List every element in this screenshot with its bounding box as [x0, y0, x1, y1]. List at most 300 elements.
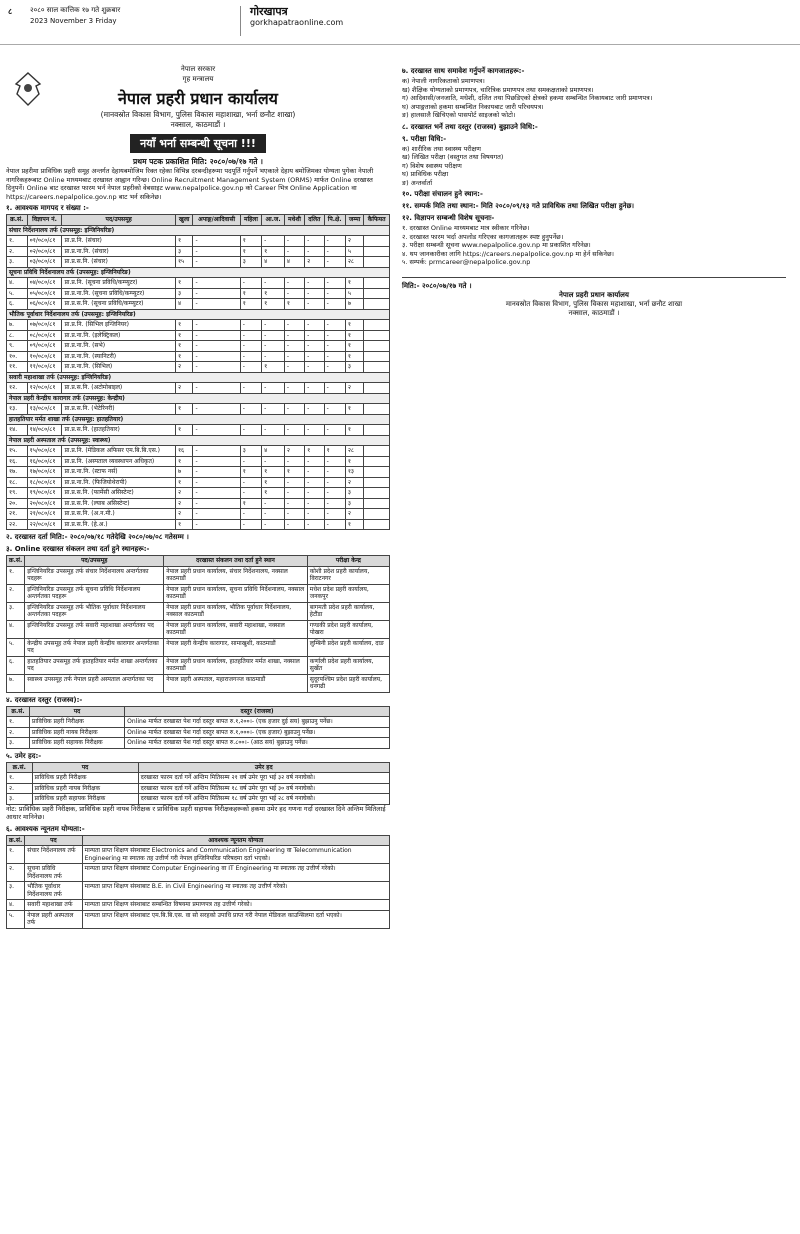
table-cell: -	[305, 383, 324, 394]
table-cell: -	[262, 320, 285, 331]
table-cell: मान्यता प्राप्त शिक्षण संस्थाबाट B.E. in Civil Engineering मा स्नातक तह उत्तीर्ण गरेको।	[82, 882, 389, 900]
table-cell: ३.	[7, 257, 28, 268]
date-nepali: २०८० साल कात्तिक १७ गते शुक्रबार	[30, 6, 121, 14]
table-cell: प्रा.प्र.ना.नि. (इलेक्ट्रिकल)	[62, 330, 176, 341]
table-cell: -	[284, 425, 304, 436]
table-cell: १	[175, 320, 193, 331]
exam-step: ग) विशेष स्वास्थ्य परीक्षण	[402, 161, 462, 170]
signature-date: मिति:- २०८०/०७/१७ गते ।	[402, 281, 472, 290]
table-cell: कर्णाली प्रदेश प्रहरी कार्यालय, सुर्खेत	[307, 656, 389, 674]
qualification-table	[6, 835, 390, 929]
table-cell: १	[240, 498, 261, 509]
table-cell: -	[262, 383, 285, 394]
table-cell: ७	[175, 467, 193, 478]
table-group-row	[7, 414, 390, 425]
table-cell: २८	[345, 446, 364, 457]
table-cell: -	[262, 278, 285, 289]
table-cell: बागमती प्रदेश प्रहरी कार्यालय, हेटौंडा	[307, 602, 389, 620]
table-cell: १	[240, 236, 261, 247]
table-cell: -	[240, 362, 261, 373]
table-cell: ४	[262, 446, 285, 457]
table-cell: १	[324, 446, 345, 457]
table-cell: १	[345, 404, 364, 415]
table-cell	[364, 330, 390, 341]
table-cell: नेपाल प्रहरी प्रधान कार्यालय, सूचना प्रविधि निर्देशनालय, नक्साल काठमाडौं	[164, 584, 308, 602]
table-cell	[364, 278, 390, 289]
publish-date: प्रथम पटक प्रकाशित मिति: २०८०/०७/१७ गते ।	[133, 157, 263, 166]
signature-office: नेपाल प्रहरी प्रधान कार्यालय	[559, 290, 629, 299]
table-row	[7, 246, 390, 257]
table-cell: -	[324, 341, 345, 352]
table-cell: -	[193, 351, 240, 362]
table-cell: कोशी प्रदेश प्रहरी कार्यालय, विराटनगर	[307, 566, 389, 584]
table-cell: -	[284, 236, 304, 247]
docs-list	[402, 77, 786, 120]
exam-step: ख) लिखित परीक्षा (वस्तुगत तथा विषयगत)	[402, 153, 504, 161]
table-cell: १	[240, 467, 261, 478]
table-cell: ०१/०८०/८१	[27, 236, 62, 247]
table-cell: ४	[284, 257, 304, 268]
table-cell: ७.	[7, 320, 28, 331]
table-cell	[364, 488, 390, 499]
table-cell	[364, 257, 390, 268]
table-header-cell: दलित	[305, 215, 324, 226]
table-cell: १	[175, 278, 193, 289]
table-cell: १६.	[7, 456, 28, 467]
table-cell: १४/०८०/८१	[27, 425, 62, 436]
table-cell: मान्यता प्राप्त शिक्षण संस्थाबाट एम.बि.बि.एस. वा सो सरहको उपाधि प्राप्त गरी नेपाल मेडिकल काउन्सिलमा दर्ता भएको।	[82, 910, 389, 928]
table-cell: मधेश प्रदेश प्रहरी कार्यालय, जनकपुर	[307, 584, 389, 602]
table-cell: -	[305, 509, 324, 520]
table-cell	[364, 320, 390, 331]
table-cell: प्रा.प्र.स.नि. (सूचना प्रविधि/कम्प्युटर)	[62, 299, 176, 310]
closing-date: २. दरखास्त दर्ता मिति:- २०८०/०७/१८ गतेदेखि २०८०/०७/०८ गतेसम्म ।	[6, 533, 189, 541]
table-cell: -	[262, 236, 285, 247]
table-cell: -	[305, 320, 324, 331]
section-heading: १२. विज्ञापन सम्बन्धी विशेष सूचनाः-	[402, 214, 495, 222]
table-cell: नेपाल प्रहरी अस्पताल तर्फ	[25, 910, 82, 928]
table-cell: दरखास्त फारम दर्ता गर्ने अन्तिम मितिसम्म २१ वर्ष उमेर पूरा भई ३२ वर्ष ननाघेको।	[138, 773, 389, 784]
table-cell: -	[324, 519, 345, 530]
table-cell: -	[324, 299, 345, 310]
table-header-cell: अपाङ्ग/आदिवासी	[193, 215, 240, 226]
table-cell: २	[345, 509, 364, 520]
section-heading: १. आवश्यक मागपद र संख्या :-	[6, 204, 89, 212]
table-cell: ११/०८०/८१	[27, 362, 62, 373]
section-heading: ६. आवश्यक न्यूनतम योग्यता:-	[6, 824, 85, 833]
table-cell: सवारी महाशाखा तर्फ	[25, 900, 82, 911]
table-cell: ३.	[7, 738, 30, 749]
table-cell: १	[345, 320, 364, 331]
table-cell: -	[240, 404, 261, 415]
nepal-emblem-icon	[14, 72, 42, 106]
table-row	[7, 288, 390, 299]
table-cell: -	[305, 246, 324, 257]
table-cell: -	[324, 477, 345, 488]
section-heading: ८. दरखास्त भर्ने तथा दस्तुर (राजस्व) बुझाउने विधि:-	[402, 122, 538, 131]
table-header-cell: क्र.सं.	[7, 556, 25, 567]
table-cell: -	[193, 488, 240, 499]
exam-step: क) शारीरिक तथा स्वास्थ्य परीक्षण	[402, 144, 482, 153]
table-cell: -	[193, 246, 240, 257]
table-cell: -	[305, 288, 324, 299]
table-cell	[364, 446, 390, 457]
table-cell: केन्द्रीय उपसमूह तर्फ नेपाल प्रहरी केन्द्रीय कारागार अन्तर्गतका पद	[25, 638, 164, 656]
table-header-cell: आवश्यक न्यूनतम योग्यता	[82, 835, 389, 846]
table-cell: -	[305, 404, 324, 415]
table-row	[7, 456, 390, 467]
table-row	[7, 341, 390, 352]
table-cell: २२/०८०/८१	[27, 519, 62, 530]
table-cell: नेपाल प्रहरी प्रधान कार्यालय, भौतिक पूर्वाधार निर्देशनालय, नक्साल काठमाडौं	[164, 602, 308, 620]
exam-step: ङ) अन्तर्वार्ता	[402, 178, 433, 187]
doc-item: ख) शैक्षिक योग्यताको प्रमाणपत्र, चारित्रिक प्रमाणपत्र तथा समकक्षताको प्रमाणपत्र।	[402, 85, 594, 94]
table-cell: २	[175, 498, 193, 509]
exam-steps-list	[402, 145, 786, 188]
table-row	[7, 882, 390, 900]
table-row	[7, 477, 390, 488]
header-divider	[240, 6, 241, 36]
table-cell: -	[324, 488, 345, 499]
table-cell: -	[324, 362, 345, 373]
table-row	[7, 900, 390, 911]
table-cell: १३/०८०/८१	[27, 404, 62, 415]
table-cell	[364, 425, 390, 436]
table-cell: -	[284, 498, 304, 509]
table-row	[7, 488, 390, 499]
table-cell: -	[284, 278, 304, 289]
table-cell: २.	[7, 864, 25, 882]
table-cell: -	[193, 383, 240, 394]
table-cell	[364, 467, 390, 478]
table-cell: -	[305, 425, 324, 436]
table-cell: प्रा.प्र.स.नि. (ल्याब असिस्टेन्ट)	[62, 498, 176, 509]
table-cell: -	[240, 488, 261, 499]
table-row	[7, 404, 390, 415]
table-row	[7, 602, 390, 620]
table-group-row	[7, 267, 390, 278]
table-cell	[364, 498, 390, 509]
table-row	[7, 467, 390, 478]
table-cell: -	[193, 456, 240, 467]
table-cell: -	[284, 330, 304, 341]
table-cell: १६	[175, 446, 193, 457]
table-group-title: हातहतियार मर्मत शाखा तर्फ (उपसमूह: हातहतियार)	[7, 414, 390, 425]
section-heading: ५. उमेर हद:-	[6, 751, 42, 760]
table-cell: १	[175, 425, 193, 436]
table-group-row	[7, 225, 390, 236]
table-row	[7, 299, 390, 310]
table-cell: १	[240, 299, 261, 310]
table-cell: ५.	[7, 910, 25, 928]
table-cell	[364, 288, 390, 299]
table-cell: -	[193, 278, 240, 289]
notice-banner: नयाँ भर्ना सम्बन्धी सूचना !!!	[130, 134, 266, 153]
table-cell: प्रा.प्र.नि. (सिभिल इन्जिनियर)	[62, 320, 176, 331]
table-group-title: भौतिक पूर्वाधार निर्देशनालय तर्फ (उपसमूह: इन्जिनियरिङ)	[7, 309, 390, 320]
special-note: ४. थप जानकारीका लागि https://careers.nepalpolice.gov.np मा हेर्न सकिनेछ।	[402, 249, 614, 258]
table-cell: ६.	[7, 656, 25, 674]
table-cell: १	[262, 288, 285, 299]
table-cell: -	[284, 246, 304, 257]
left-column	[6, 64, 390, 929]
table-cell: ०५/०८०/८१	[27, 288, 62, 299]
table-cell: -	[324, 236, 345, 247]
table-cell: २	[345, 477, 364, 488]
table-header-cell: कैफियत	[364, 215, 390, 226]
table-cell: ४.	[7, 278, 28, 289]
table-cell: -	[262, 351, 285, 362]
table-cell: १	[305, 446, 324, 457]
table-group-title: सूचना प्रविधि निर्देशनालय तर्फ (उपसमूह: इन्जिनियरिङ)	[7, 267, 390, 278]
table-row	[7, 362, 390, 373]
table-cell: -	[305, 362, 324, 373]
signature-location: नक्साल, काठमाडौं ।	[568, 308, 620, 317]
table-cell: ३	[240, 446, 261, 457]
table-cell: -	[305, 456, 324, 467]
table-cell: इन्जिनियरिङ उपसमूह तर्फ सूचना प्रविधि निर्देशनालय अन्तर्गतका पदहरू	[25, 584, 164, 602]
table-header-cell: महिला	[240, 215, 261, 226]
table-cell: इन्जिनियरिङ उपसमूह तर्फ सवारी महाशाखा अन्तर्गतका पद	[25, 620, 164, 638]
table-cell: १७/०८०/८१	[27, 467, 62, 478]
table-cell: सूचना प्रविधि निर्देशनालय तर्फ	[25, 864, 82, 882]
table-cell: १४.	[7, 425, 28, 436]
table-cell: २१.	[7, 509, 28, 520]
newspaper-header	[0, 0, 800, 45]
fee-table	[6, 706, 390, 749]
table-cell: १.	[7, 717, 30, 728]
table-header-cell: पद	[29, 706, 124, 717]
table-row	[7, 236, 390, 247]
table-cell: सुदूरपश्चिम प्रदेश प्रहरी कार्यालय, धनगढी	[307, 674, 389, 692]
table-cell	[364, 236, 390, 247]
table-cell: ५.	[7, 638, 25, 656]
table-row	[7, 620, 390, 638]
table-cell: २.	[7, 246, 28, 257]
table-cell: मान्यता प्राप्त शिक्षण संस्थाबाट Electronics and Communication Engineering वा Telecommunication Engineering मा स्नातक तह उत्तीर्ण गरी नेपाल इन्जिनियरिङ परिषदमा दर्ता भएको।	[82, 846, 389, 864]
table-cell: १	[345, 456, 364, 467]
section-heading: ९. परीक्षा विधि:-	[402, 134, 447, 143]
table-row	[7, 351, 390, 362]
table-cell: ३	[345, 488, 364, 499]
table-cell: १	[175, 341, 193, 352]
table-cell: प्रा.प्र.ना.नि. (सिभिल)	[62, 362, 176, 373]
table-cell: गण्डकी प्रदेश प्रहरी कार्यालय, पोखरा	[307, 620, 389, 638]
table-cell: २०.	[7, 498, 28, 509]
table-cell	[364, 341, 390, 352]
table-cell: -	[193, 446, 240, 457]
table-cell: ३	[345, 498, 364, 509]
table-cell: १२.	[7, 383, 28, 394]
table-header-cell: क्र.सं.	[7, 706, 30, 717]
table-cell: -	[324, 278, 345, 289]
table-cell: -	[193, 320, 240, 331]
table-cell	[364, 477, 390, 488]
table-cell: -	[193, 425, 240, 436]
section-heading: ३. Online दरखास्त संकलन तथा दर्ता हुने स्थानहरू:-	[6, 545, 150, 553]
table-row	[7, 330, 390, 341]
table-cell: -	[262, 498, 285, 509]
table-cell: प्रा.प्र.स.नि. (संचार)	[62, 257, 176, 268]
table-cell: १५.	[7, 446, 28, 457]
age-table	[6, 762, 390, 805]
table-cell: ३.	[7, 882, 25, 900]
table-cell: १	[284, 467, 304, 478]
table-cell: -	[284, 404, 304, 415]
table-cell: -	[284, 383, 304, 394]
table-cell: -	[284, 341, 304, 352]
table-cell: १	[175, 236, 193, 247]
table-header-cell: क्र.सं.	[7, 215, 28, 226]
table-cell: प्रा.प्र.ना.नि. (फिजियोथेरापी)	[62, 477, 176, 488]
table-group-row	[7, 372, 390, 383]
table-cell: -	[324, 330, 345, 341]
table-cell: प्राविधिक प्रहरी निरीक्षक	[32, 773, 138, 784]
table-header-cell: परीक्षा केन्द्र	[307, 556, 389, 567]
table-cell: -	[240, 278, 261, 289]
table-cell: संचार निर्देशनालय तर्फ	[25, 846, 82, 864]
table-cell	[364, 246, 390, 257]
table-cell: ३	[175, 288, 193, 299]
table-cell: -	[240, 519, 261, 530]
intro-text: नेपाल प्रहरीमा प्राविधिक प्रहरी समूह अन्तर्गत देहायबमोजिम रिक्त रहेका विभिन्न दरबन्दीहरूमा पदपूर्ति गर्नुपर्ने भएकाले देहाय बमोजिमका योग्यता पुगेका नेपाली नागरिकहरूबाट Online माध्यमबाट दरखास्त आह्वान गरिन्छ। Online Recruitment Management System (ORMS) मार्फत Online दरखास्त दिनुपर्ने। Online बाट दरखास्त फारम भर्न नेपाल प्रहरीको वेबसाइट www.nepalpolice.gov.np को Career भित्र Online Application वा https://careers.nepalpolice.gov.np बाट भर्न सकिनेछ।	[6, 167, 374, 201]
special-note: ३. परीक्षा सम्बन्धी सूचना www.nepalpolice.gov.np मा प्रकाशित गरिनेछ।	[402, 241, 591, 249]
table-cell: -	[262, 341, 285, 352]
table-cell: -	[284, 519, 304, 530]
table-cell: -	[284, 320, 304, 331]
table-cell: -	[324, 404, 345, 415]
table-cell: १२/०८०/८१	[27, 383, 62, 394]
table-cell: -	[193, 477, 240, 488]
table-cell: -	[324, 467, 345, 478]
table-cell: १.	[7, 773, 33, 784]
table-cell: -	[262, 456, 285, 467]
table-group-title: नेपाल प्रहरी केन्द्रीय कारागार तर्फ (उपसमूह: केन्द्रीय)	[7, 393, 390, 404]
table-row	[7, 446, 390, 457]
table-cell: -	[324, 509, 345, 520]
table-cell: दरखास्त फारम दर्ता गर्ने अन्तिम मितिसम्म १८ वर्ष उमेर पूरा भई ३० वर्ष ननाघेको।	[138, 783, 389, 794]
table-cell: प्रा.प्र.स.नि. (अटोमोबाइल)	[62, 383, 176, 394]
table-cell: मान्यता प्राप्त शिक्षण संस्थाबाट Computer Engineering वा IT Engineering मा स्नातक तह उत्तीर्ण गरेको।	[82, 864, 389, 882]
table-cell: २.	[7, 783, 33, 794]
table-cell: -	[262, 425, 285, 436]
table-cell: -	[284, 456, 304, 467]
table-cell: १३.	[7, 404, 28, 415]
table-row	[7, 638, 390, 656]
table-cell: लुम्बिनी प्रदेश प्रहरी कार्यालय, दाङ	[307, 638, 389, 656]
table-cell: नेपाल प्रहरी प्रधान कार्यालय, हातहतियार मर्मत शाखा, नक्साल काठमाडौं	[164, 656, 308, 674]
table-cell: १	[175, 519, 193, 530]
table-row	[7, 727, 390, 738]
table-cell: प्राविधिक प्रहरी निरीक्षक	[29, 717, 124, 728]
table-row	[7, 738, 390, 749]
table-cell: ९.	[7, 341, 28, 352]
section-heading: ४. दरखास्त दस्तुर (राजस्व):-	[6, 695, 83, 704]
table-cell: १	[345, 341, 364, 352]
table-cell: १	[175, 330, 193, 341]
table-cell: प्राविधिक प्रहरी सहायक निरीक्षक	[29, 738, 124, 749]
table-cell: ०९/०८०/८१	[27, 341, 62, 352]
table-cell: २	[175, 362, 193, 373]
table-cell: -	[240, 351, 261, 362]
table-row	[7, 509, 390, 520]
table-cell: २	[284, 446, 304, 457]
table-header-cell: क्र.सं.	[7, 835, 25, 846]
table-cell: प्रा.प्र.नि. (अस्पताल व्यवस्थापन अधिकृत)	[62, 456, 176, 467]
table-cell: ५	[345, 246, 364, 257]
table-cell: २१/०८०/८१	[27, 509, 62, 520]
table-cell: -	[305, 341, 324, 352]
table-header-cell: पद	[25, 835, 82, 846]
ministry-label: गृह मन्त्रालय	[182, 75, 214, 83]
table-cell	[364, 456, 390, 467]
table-cell: -	[305, 519, 324, 530]
table-row	[7, 320, 390, 331]
table-cell: प्राविधिक प्रहरी नायब निरीक्षक	[32, 783, 138, 794]
table-cell	[364, 299, 390, 310]
table-cell: ०३/०८०/८१	[27, 257, 62, 268]
table-header-cell: उमेर हद	[138, 762, 389, 773]
table-cell: -	[240, 341, 261, 352]
table-cell: -	[240, 320, 261, 331]
doc-item: क) नेपाली नागरिकताको प्रमाणपत्र।	[402, 77, 485, 85]
special-notes-list	[402, 224, 786, 267]
table-cell: नेपाल प्रहरी केन्द्रीय कारागार, सामाखुशी, काठमाडौं	[164, 638, 308, 656]
table-cell: ४.	[7, 620, 25, 638]
table-header-cell: पद	[32, 762, 138, 773]
table-cell: प्रा.प्र.ना.नि. (सूचना प्रविधि/कम्प्युटर)	[62, 288, 176, 299]
table-cell: -	[193, 509, 240, 520]
table-row	[7, 773, 390, 784]
table-cell: ५.	[7, 288, 28, 299]
table-cell: -	[324, 498, 345, 509]
gov-label: नेपाल सरकार	[180, 65, 216, 73]
table-cell: ४	[262, 257, 285, 268]
table-cell: प्रा.प्र.स.नि. (फार्मेसी असिस्टेन्ट)	[62, 488, 176, 499]
table-cell: १७.	[7, 467, 28, 478]
table-cell	[364, 519, 390, 530]
special-note: ५. सम्पर्क: prmcareer@nepalpolice.gov.np	[402, 258, 531, 266]
table-cell: -	[262, 509, 285, 520]
table-row	[7, 584, 390, 602]
table-cell: -	[305, 351, 324, 362]
table-cell: प्रा.प्र.नि. (मेडिकल अफिसर एम.बि.बि.एस.)	[62, 446, 176, 457]
table-cell: १	[345, 351, 364, 362]
table-cell: ६.	[7, 299, 28, 310]
table-header-cell: क्र.सं.	[7, 762, 33, 773]
table-cell: प्रा.प्र.ना.नि. (स्यानिटरी)	[62, 351, 176, 362]
section-heading: १०. परीक्षा संचालन हुने स्थान:-	[402, 190, 483, 198]
table-cell: भौतिक पूर्वाधार निर्देशनालय तर्फ	[25, 882, 82, 900]
table-cell: -	[324, 383, 345, 394]
table-cell: प्रा.प्र.ना.नि. (सभे)	[62, 341, 176, 352]
doc-item: ग) आदिवासी/जनजाति, मधेशी, दलित तथा पिछडिएको क्षेत्रको हकमा सम्बन्धित निकायबाट जारी प्रमाणपत्र।	[402, 94, 653, 102]
table-cell: १५	[175, 257, 193, 268]
table-cell: १	[345, 425, 364, 436]
table-group-title: सवारी महाशाखा तर्फ (उपसमूह: इन्जिनियरिङ)	[7, 372, 390, 383]
table-cell: -	[305, 498, 324, 509]
table-cell: नेपाल प्रहरी अस्पताल, महाराजगञ्ज काठमाडौं	[164, 674, 308, 692]
table-cell: १.	[7, 846, 25, 864]
table-cell: -	[240, 425, 261, 436]
table-group-title: संचार निर्देशनालय तर्फ (उपसमूह: इन्जिनियरिङ)	[7, 225, 390, 236]
table-cell: १	[345, 330, 364, 341]
table-cell: -	[240, 477, 261, 488]
table-cell: -	[262, 404, 285, 415]
exam-step: घ) प्राविधिक परीक्षा	[402, 170, 449, 178]
table-row	[7, 566, 390, 584]
newspaper-name: गोरखापत्र	[250, 5, 288, 18]
